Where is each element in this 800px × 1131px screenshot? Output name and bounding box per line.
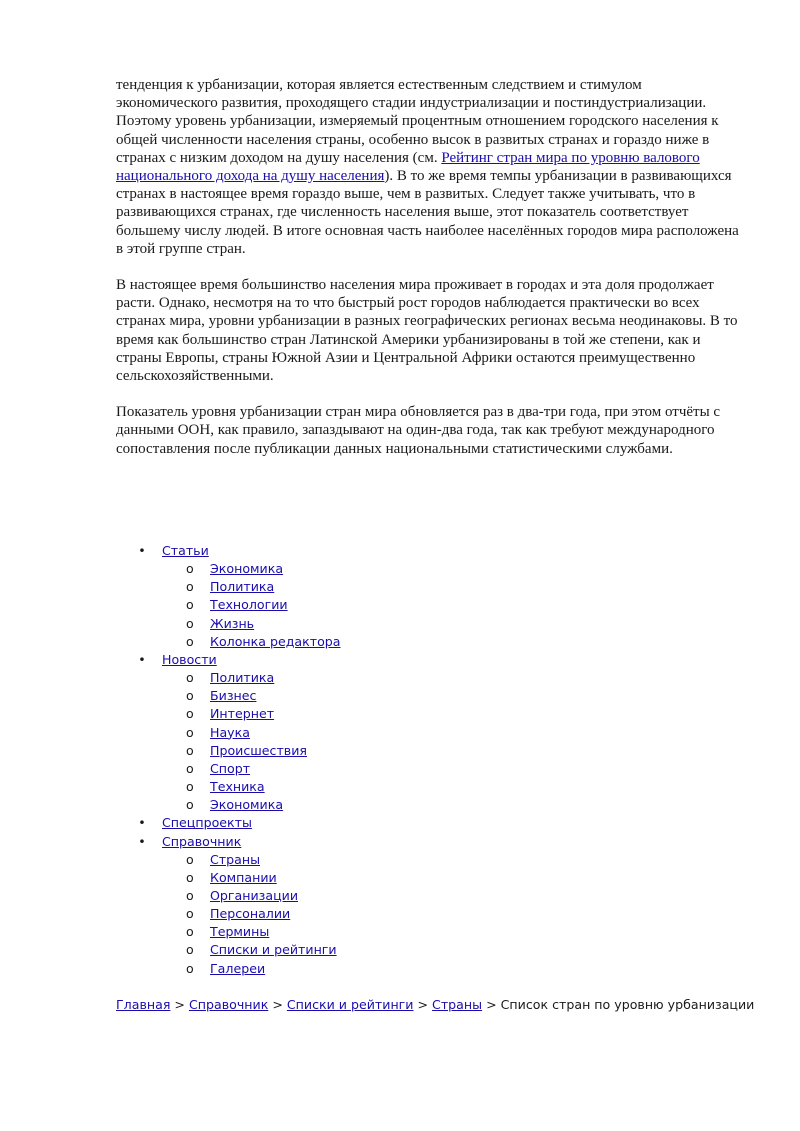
submenu-item-articles-politics [136,578,736,596]
circle-bullet-icon: o [186,670,194,686]
circle-bullet-icon: o [186,924,194,940]
submenu-link[interactable]: Галереи [210,960,266,976]
submenu-item-news-technics [136,778,736,796]
submenu-item-ref-companies [136,869,736,887]
breadcrumb-lists[interactable]: Списки и рейтинги [286,997,414,1012]
paragraph-1 [116,76,746,258]
menu-link-reference[interactable]: Справочник [162,833,242,849]
submenu-item-ref-organizations [136,887,736,905]
submenu-item-ref-persons [136,905,736,923]
circle-bullet-icon: o [186,960,194,976]
submenu-item-ref-lists [136,941,736,959]
submenu-link[interactable]: Наука [210,724,250,740]
submenu-link[interactable]: Спорт [210,760,251,776]
menu-list [136,542,736,978]
circle-bullet-icon: o [186,779,194,795]
submenu-link[interactable]: Политика [210,670,275,686]
submenu-link[interactable]: Технологии [210,597,288,613]
submenu-item-news-politics [136,669,736,687]
submenu-item-news-science [136,724,736,742]
menu-item-special [136,814,736,832]
paragraph-2: В настоящее время большинство населения мира проживает в городах и эта доля продолжает расти. Однако, несмотря на то что быстрый рост городов наблюдается практически во всех странах мира, уровни урбанизации в разных географических регионах весьма неодинаковы. В то время как большинство стран Латинской Америки урбанизированы в той же степени, как и страны Европы, страны Южной Азии и Центральной Африки остаются преимущественно сельскохозяйственными. [116,277,738,385]
submenu-link[interactable]: Колонка редактора [210,633,341,649]
menu-item-reference [136,833,736,851]
breadcrumb-current: Список стран по уровню урбанизации [500,997,755,1012]
submenu-item-news-business [136,687,736,705]
breadcrumb-reference[interactable]: Справочник [188,997,269,1012]
bullet-icon: • [138,833,146,849]
article-text [116,76,746,476]
circle-bullet-icon: o [186,688,194,704]
submenu-link[interactable]: Экономика [210,561,284,577]
paragraph-1-text-a: тенденция к урбанизации, которая является естественным следствием и стимулом экономического развития, проходящего стадии индустриализации и постиндустриализации. Поэтому уровень урбанизации, измеряемый процентным отношением городского населения к общей численности населения страны, особенно высок в развитых странах и гораздо ниже в странах с низким доходом на душу населения (см. [116,77,719,166]
breadcrumb-separator: > [170,997,189,1012]
submenu-link[interactable]: Организации [210,887,299,903]
gni-rating-link[interactable]: Рейтинг стран мира по уровню валового национального дохода на душу населения [116,149,700,185]
submenu-link[interactable]: Политика [210,579,275,595]
submenu-link[interactable]: Экономика [210,797,284,813]
circle-bullet-icon: o [186,561,194,577]
circle-bullet-icon: o [186,869,194,885]
paragraph-3: Показатель уровня урбанизации стран мира обновляется раз в два-три года, при этом отчёты с данными ООН, как правило, запаздывают на один-два года, так как требуют международного сопоставления после публикации данных национальными статистическими службами. [116,404,721,457]
circle-bullet-icon: o [186,851,194,867]
menu-link-articles[interactable]: Статьи [162,543,209,558]
site-menu [136,542,736,978]
circle-bullet-icon: o [186,760,194,776]
circle-bullet-icon: o [186,706,194,722]
submenu-link[interactable]: Происшествия [210,742,307,758]
submenu-item-articles-life [136,615,736,633]
submenu-item-articles-economy [136,560,736,578]
submenu-item-news-economy [136,796,736,814]
submenu-item-news-internet [136,705,736,723]
submenu-item-news-sport [136,760,736,778]
submenu-item-ref-galleries [136,960,736,978]
breadcrumb-separator: > [482,997,501,1012]
breadcrumb-separator: > [268,997,287,1012]
menu-link-news[interactable]: Новости [162,651,217,667]
menu-link-special[interactable]: Спецпроекты [162,815,252,831]
submenu-link[interactable]: Списки и рейтинги [210,942,337,958]
breadcrumb-home[interactable]: Главная [116,997,171,1012]
circle-bullet-icon: o [186,797,194,813]
circle-bullet-icon: o [186,887,194,903]
circle-bullet-icon: o [186,597,194,613]
paragraph-1-text-b: ). В то же время темпы урбанизации в развивающихся странах в настоящее время гораздо выше, чем в развитых. Следует также учитывать, что в развивающихся странах, где численность населения выше, этот показатель соответствует большему числу людей. В итоге основная часть наиболее населённых городов мира расположена в этой группе стран. [116,168,739,257]
menu-item-articles [136,542,736,560]
bullet-icon: • [138,651,146,667]
breadcrumb-separator: > [413,997,433,1012]
submenu-item-ref-countries [136,851,736,869]
submenu-link[interactable]: Интернет [210,706,275,722]
circle-bullet-icon: o [186,615,194,631]
breadcrumb-countries[interactable]: Страны [432,997,483,1012]
circle-bullet-icon: o [186,633,194,649]
menu-item-news [136,651,736,669]
circle-bullet-icon: o [186,942,194,958]
submenu-item-articles-tech [136,596,736,614]
circle-bullet-icon: o [186,579,194,595]
submenu-link[interactable]: Жизнь [210,615,255,631]
submenu-link[interactable]: Персоналии [210,906,291,922]
bullet-icon: • [138,815,146,831]
circle-bullet-icon: o [186,724,194,740]
bullet-icon: • [138,543,146,558]
submenu-link[interactable]: Компании [210,869,277,885]
circle-bullet-icon: o [186,742,194,758]
submenu-item-news-incidents [136,742,736,760]
submenu-link[interactable]: Страны [210,851,261,867]
submenu-link[interactable]: Бизнес [210,688,257,704]
submenu-item-ref-terms [136,923,736,941]
breadcrumb [116,996,776,1014]
submenu-link[interactable]: Термины [210,924,270,940]
submenu-link[interactable]: Техника [210,779,265,795]
submenu-item-articles-editor [136,633,736,651]
circle-bullet-icon: o [186,906,194,922]
